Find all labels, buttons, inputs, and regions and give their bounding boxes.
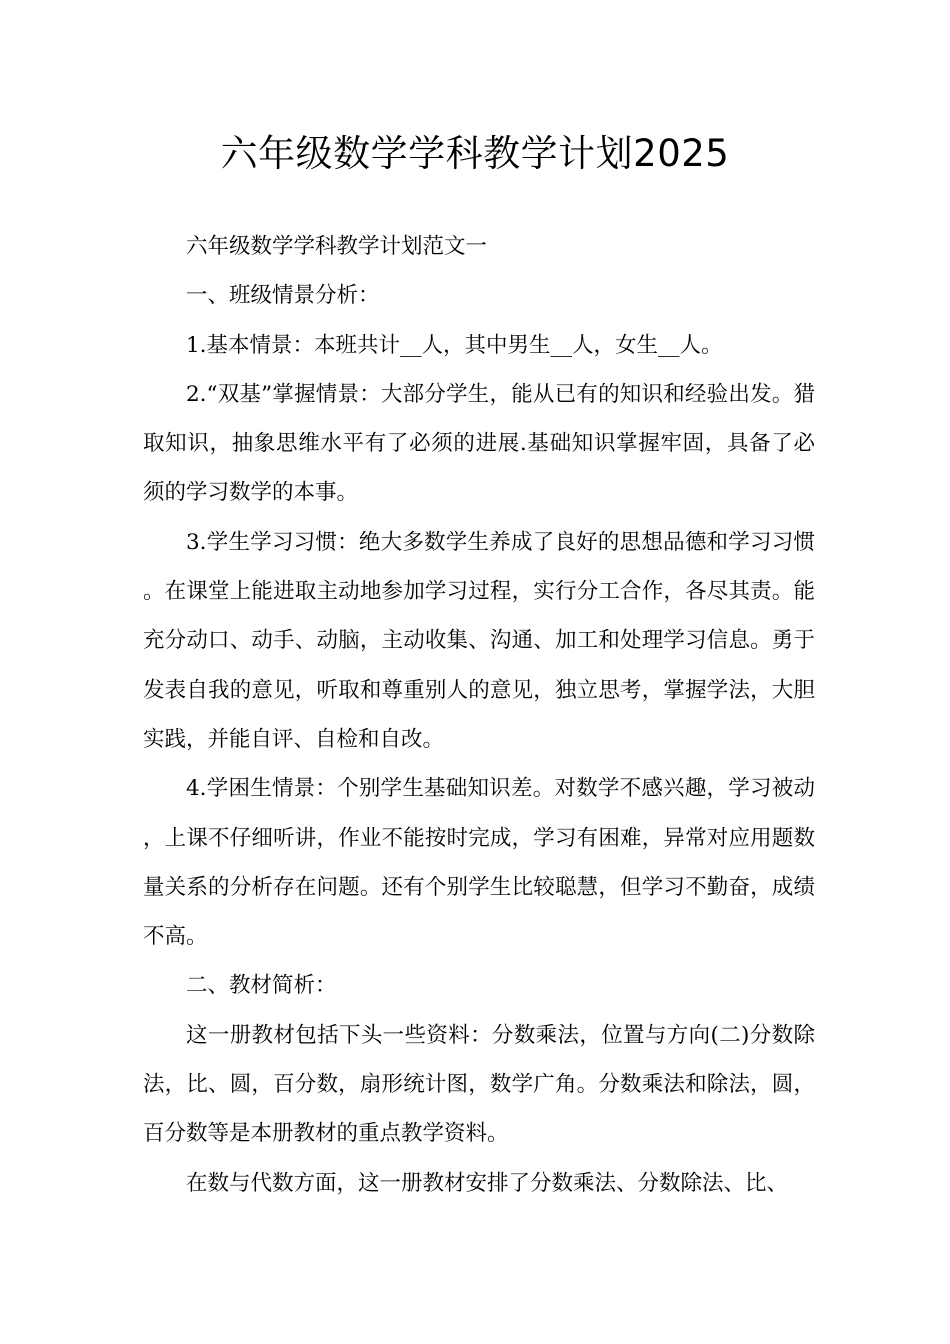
paragraph-textbook-contents: 这一册教材包括下头一些资料：分数乘法，位置与方向(二)分数除法，比、圆，百分数，扇形统计图，数学广角。分数乘法和除法，圆，百分数等是本册教材的重点教学资料。 [143,1022,815,1147]
section-heading-class-analysis: 一、班级情景分析： [186,283,380,309]
paragraph-double-basics: 2.“双基”掌握情景：大部分学生，能从已有的知识和经验出发。猎取知识，抽象思维水平有了必须的进展.基础知识掌握牢固，具备了必须的学习数学的本事。 [143,381,815,506]
paragraph-basic-situation: 1.基本情景：本班共计__人，其中男生__人，女生__人。 [186,332,723,358]
section-heading-textbook-analysis: 二、教材简析： [186,973,337,999]
paragraph-plan-heading: 六年级数学学科教学计划范文一 [186,234,488,259]
paragraph-study-habits: 3.学生学习习惯：绝大多数学生养成了良好的思想品德和学习习惯。在课堂上能进取主动地参加学习过程，实行分工合作，各尽其责。能充分动口、动手、动脑，主动收集、沟通、加工和处理学习信息。勇于发表自我的意见，听取和尊重别人的意见，独立思考，掌握学法，大胆实践，并能自评、自检和自改。 [143,529,815,752]
paragraph-struggling-students: 4.学困生情景：个别学生基础知识差。对数学不感兴趣，学习被动，上课不仔细听讲，作业不能按时完成，学习有困难，异常对应用题数量关系的分析存在问题。还有个别学生比较聪慧，但学习不勤奋，成绩不高。 [143,776,815,950]
document-title: 六年级数学学科教学计划2025 [220,132,730,175]
paragraph-number-algebra: 在数与代数方面，这一册教材安排了分数乘法、分数除法、比、 [186,1170,789,1196]
document-body [143,222,815,1208]
